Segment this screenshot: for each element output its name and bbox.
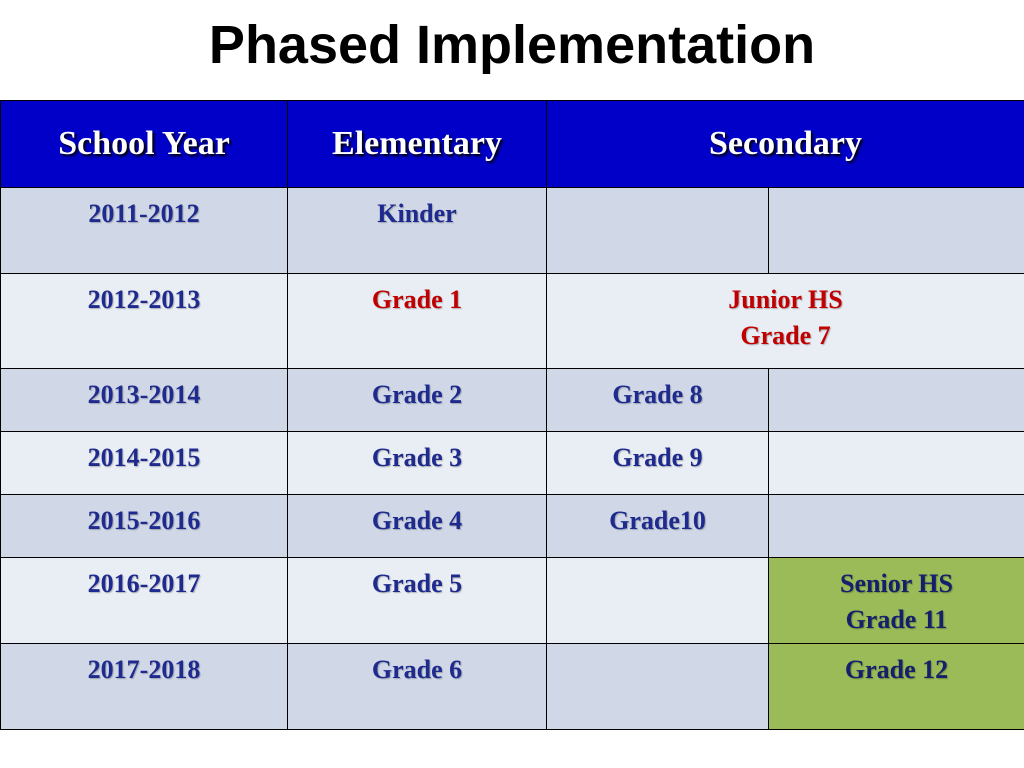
secondary-a-cell: Grade10 bbox=[547, 495, 769, 558]
year-cell bbox=[1, 495, 288, 558]
year-cell bbox=[1, 274, 288, 369]
table-row bbox=[1, 188, 1024, 274]
elementary-text: Grade 6 bbox=[371, 655, 463, 684]
elementary-cell bbox=[288, 432, 547, 495]
year-text: 2016-2017 bbox=[87, 569, 201, 598]
elementary-cell bbox=[288, 274, 547, 369]
grade-12-label: Grade 12 bbox=[844, 655, 949, 684]
elementary-text: Grade 5 bbox=[371, 569, 463, 598]
elementary-text: Kinder bbox=[377, 199, 457, 228]
elementary-cell bbox=[288, 495, 547, 558]
phased-implementation-table bbox=[0, 100, 1024, 730]
secondary-b-cell bbox=[769, 432, 1024, 495]
year-text: 2015-2016 bbox=[87, 506, 201, 535]
table-row bbox=[1, 644, 1024, 730]
header-school-year: School Year bbox=[1, 101, 288, 188]
grade-7-label: Grade 7 bbox=[740, 321, 831, 350]
table-row bbox=[1, 558, 1024, 644]
elementary-cell bbox=[288, 558, 547, 644]
year-cell bbox=[1, 369, 288, 432]
grade-12-cell bbox=[769, 644, 1024, 730]
elementary-text: Grade 1 bbox=[371, 285, 463, 314]
table-row bbox=[1, 432, 1024, 495]
year-text: 2012-2013 bbox=[87, 285, 201, 314]
secondary-a-cell: Grade 8 bbox=[547, 369, 769, 432]
secondary-a-cell bbox=[547, 558, 769, 644]
elementary-cell bbox=[288, 644, 547, 730]
elementary-text: Grade 3 bbox=[371, 443, 463, 472]
senior-hs-label: Senior HS bbox=[840, 569, 953, 598]
secondary-b-cell bbox=[769, 495, 1024, 558]
secondary-b-cell bbox=[769, 369, 1024, 432]
year-cell bbox=[1, 432, 288, 495]
header-elementary: Elementary bbox=[288, 101, 547, 188]
elementary-text: Grade 4 bbox=[371, 506, 463, 535]
senior-hs-cell bbox=[769, 558, 1024, 644]
header-secondary: Secondary bbox=[547, 101, 1024, 188]
year-cell bbox=[1, 558, 288, 644]
table-row bbox=[1, 369, 1024, 432]
secondary-merged-cell bbox=[547, 274, 1024, 369]
page-title: Phased Implementation bbox=[208, 15, 816, 75]
year-text: 2011-2012 bbox=[88, 199, 200, 228]
junior-hs-label: Junior HS bbox=[728, 285, 843, 314]
secondary-a-cell bbox=[547, 188, 769, 274]
table-row bbox=[1, 495, 1024, 558]
secondary-b-cell bbox=[769, 188, 1024, 274]
year-cell bbox=[1, 644, 288, 730]
table-row bbox=[1, 274, 1024, 369]
table-header-row bbox=[1, 101, 1024, 188]
secondary-a-cell: Grade 9 bbox=[547, 432, 769, 495]
elementary-cell bbox=[288, 188, 547, 274]
secondary-a-cell bbox=[547, 644, 769, 730]
year-text: 2017-2018 bbox=[87, 655, 201, 684]
year-text: 2014-2015 bbox=[87, 443, 201, 472]
elementary-text: Grade 2 bbox=[371, 380, 463, 409]
year-cell bbox=[1, 188, 288, 274]
year-text: 2013-2014 bbox=[87, 380, 201, 409]
elementary-cell bbox=[288, 369, 547, 432]
grade-11-label: Grade 11 bbox=[845, 605, 948, 634]
